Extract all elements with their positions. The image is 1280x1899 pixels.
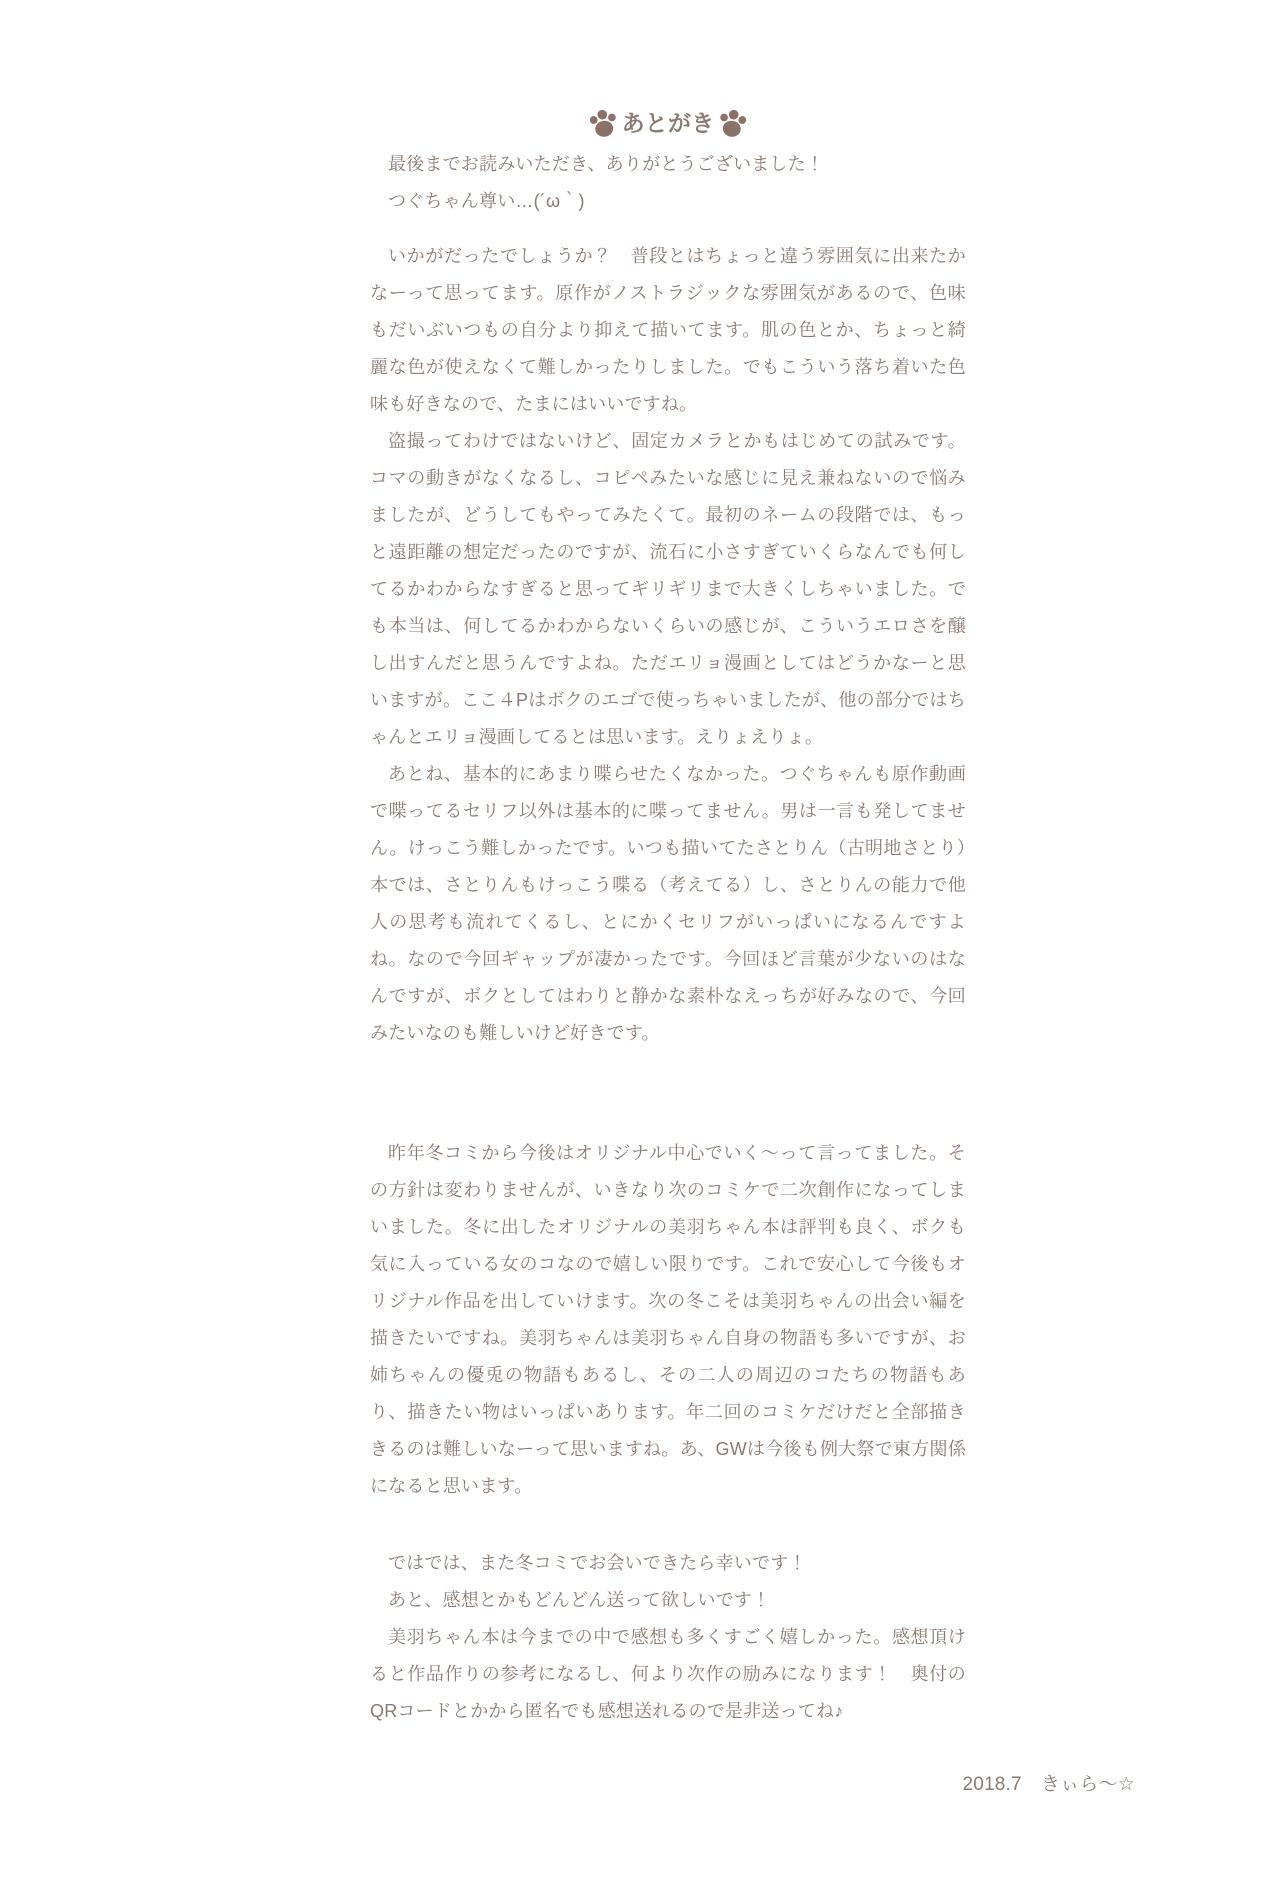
date-signature: 2018.7 きぃら〜☆	[962, 1774, 1135, 1795]
afterword-content	[370, 106, 1135, 1803]
opening-line: つぐちゃん尊い…(´ω｀)	[388, 191, 585, 211]
opening-block	[370, 146, 966, 220]
closing-block	[370, 1545, 966, 1730]
paragraph: 盗撮ってわけではないけど、固定カメラとかもはじめての試みです。コマの動きがなくなるし、コピペみたいな感じに見え兼ねないので悩みましたが、どうしてもやってみたくて。最初のネームの段階では、もっと遠距離の想定だったのですが、流石に小さすぎていくらなんでも何してるかわからなすぎると思ってギリギリまで大きくしちゃいました。でも本当は、何してるかわからないくらいの感じが、こういうエロさを醸し出すんだと思うんですよね。ただエリョ漫画としてはどうかなーと思いますが。ここ４Pはボクのエゴで使っちゃいましたが、他の部分ではちゃんとエリョ漫画してるとは思います。えりょえりょ。	[370, 431, 966, 747]
closing-line: ではでは、また冬コミでお会いできたら幸いです！	[388, 1553, 807, 1573]
paragraph: 昨年冬コミから今後はオリジナル中心でいく〜って言ってました。その方針は変わりませんが、いきなり次のコミケで二次創作になってしまいました。冬に出したオリジナルの美羽ちゃん本は評判も良く、ボクも気に入っている女のコなので嬉しい限りです。これで安心して今後もオリジナル作品を出していけます。次の冬こそは美羽ちゃんの出会い編を描きたいですね。美羽ちゃんは美羽ちゃん自身の物語も多いですが、お姉ちゃんの優兎の物語もあるし、その二人の周辺のコたちの物語もあり、描きたい物はいっぱいあります。年二回のコミケだけだと全部描ききるのは難しいなーって思いますね。あ、GWは今後も例大祭で東方関係になると思います。	[370, 1143, 966, 1496]
paragraph: 美羽ちゃん本は今までの中で感想も多くすごく嬉しかった。感想頂けると作品作りの参考になるし、何より次作の励みになります！ 奥付のQRコードとかから匿名でも感想送れるので是非送ってね♪	[370, 1627, 966, 1721]
paw-icon	[716, 106, 751, 139]
page-title: あとがき	[621, 110, 715, 136]
future-plans-block	[370, 1135, 966, 1505]
opening-line: 最後までお読みいただき、ありがとうございました！	[388, 154, 825, 174]
afterword-title-row	[370, 106, 966, 140]
paw-icon	[586, 106, 621, 139]
paragraph: あとね、基本的にあまり喋らせたくなかった。つぐちゃんも原作動画で喋ってるセリフ以外は基本的に喋ってません。男は一言も発してません。けっこう難しかったです。いつも描いてたさとりん（古明地さとり）本では、さとりんもけっこう喋る（考えてる）し、さとりんの能力で他人の思考も流れてくるし、とにかくセリフがいっぱいになるんですよね。なので今回ギャップが凄かったです。今回ほど言葉が少ないのはなんですが、ボクとしてはわりと静かな素朴なえっちが好みなので、今回みたいなのも難しいけど好きです。	[370, 764, 966, 1043]
main-block	[370, 238, 966, 1052]
closing-line: あと、感想とかもどんどん送って欲しいです！	[388, 1590, 771, 1610]
paragraph: いかがだったでしょうか？ 普段とはちょっと違う雰囲気に出来たかなーって思ってます。原作がノストラジックな雰囲気があるので、色味もだいぶいつもの自分より抑えて描いてます。肌の色とか、ちょっと綺麗な色が使えなくて難しかったりしました。でもこういう落ち着いた色味も好きなので、たまにはいいですね。	[370, 246, 966, 414]
